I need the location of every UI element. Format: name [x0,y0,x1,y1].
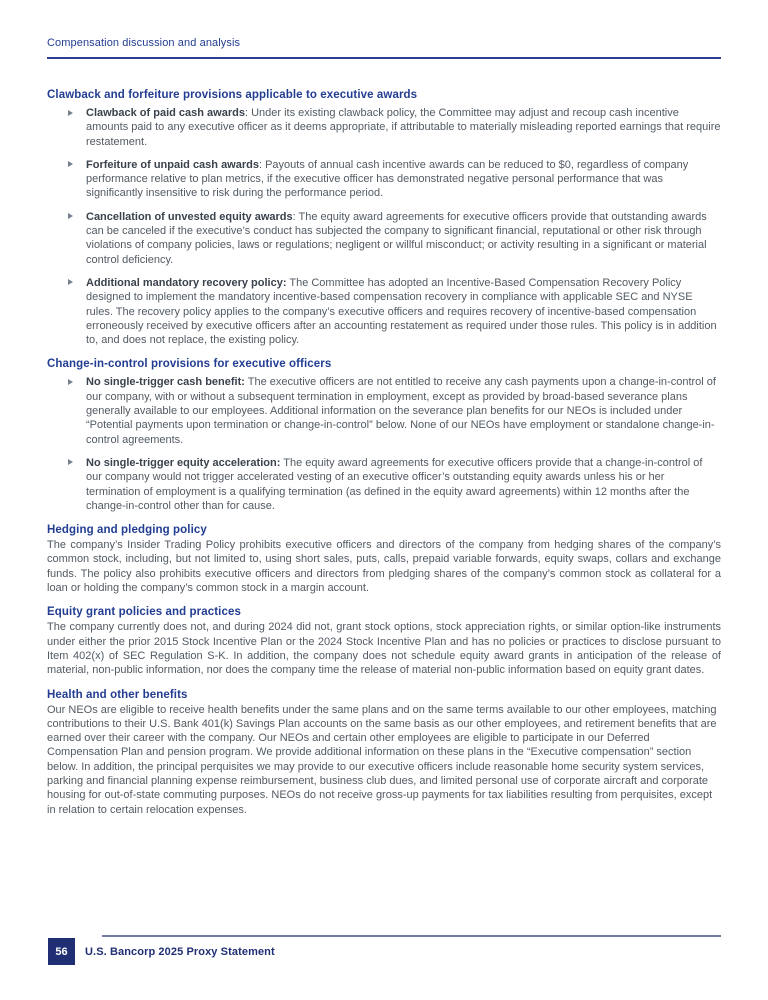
triangle-bullet-icon [68,110,73,116]
footer-rule [102,935,721,937]
bullet-text: : Payouts of annual cash incentive awards can be reduced to $0, regardless of company performance relative to plan metrics, if the executive officer has demonstrated negative personal performance that was significantly insensitive to risk during the performance period. [86,158,689,200]
page-content [47,88,721,817]
bullet-text: The executive officers are not entitled to receive any cash payments upon a change-in-control of our company, with or without a subsequent termination in employment, except as provided by broad-based severance plans generally available to our employees. Additional information on the severance plan benefits for our NEOs is included under “Potential payments upon termination or change-in-control” below. None of our NEOs have employment or standalone change-in-control agreements. [86,376,716,446]
triangle-bullet-icon [68,459,73,465]
bullet-label: No single-trigger cash benefit: [86,376,245,389]
running-header-title: Compensation discussion and analysis [47,37,241,49]
header-rule [47,57,721,59]
bullet-label: No single-trigger equity acceleration: [86,456,281,469]
section-heading: Clawback and forfeiture provisions applicable to executive awards [47,89,418,101]
page-footer [0,935,768,1000]
bullet-label: Clawback of paid cash awards [86,107,245,119]
triangle-bullet-icon [68,161,73,167]
bullet-label: Forfeiture of unpaid cash awards [86,158,259,171]
bullet-text: : The equity award agreements for executive officers provide that outstanding awards can be canceled if the executive’s conduct has subjected the company to significant financial, reputational or other risk through violations of company policies, laws or regulations; negligent or willful misconduct; or activity resulting in a significant or material control deficiency. [86,210,707,266]
section-heading: Health and other benefits [47,688,188,701]
bullet-item [47,106,721,149]
section-hedging-pledging [47,523,721,595]
section-heading: Equity grant policies and practices [47,606,241,619]
bullet-item [47,158,721,201]
section-paragraph: The company currently does not, and during 2024 did not, grant stock options, stock appreciation rights, or similar option-like instruments under either the prior 2015 Stock Incentive Plan or the 2024 Stock Incentive Plan and has no policies or practices to disclose pursuant to Item 402(x) of SEC Regulation S-K. In addition, the company does not schedule equity award grants in anticipation of the release of material, non-public information, nor does the company time the release of material non-public information based on equity grant dates. [47,621,721,677]
running-header [0,0,768,50]
bullet-item [47,375,721,446]
triangle-bullet-icon [68,213,73,219]
bullet-list [47,106,721,347]
section-heading: Change-in-control provisions for executive officers [47,358,332,371]
section-paragraph: Our NEOs are eligible to receive health benefits under the same plans and on the same terms available to our other employees, matching contributions to their U.S. Bank 401(k) Savings Plan accounts on the same basis as our other employees, and retirement benefits that are earned over their career with the company. Our NEOs and certain other employees are eligible to participate in our Deferred Compensation Plan and pension program. We provide additional information on these plans in the “Executive compensation” section below. In addition, the principal perquisites we may provide to our executive officers include reasonable home security system services, parking and financial planning expense reimbursement, business club dues, and limited personal use of corporate aircraft and corporate housing for out-of-state commuting purposes. NEOs do not receive gross-up payments for tax liabilities resulting from perquisites, except in relation to certain relocation expenses. [47,703,717,816]
section-paragraph: The company’s Insider Trading Policy prohibits executive officers and directors of the company from hedging shares of the company’s common stock, including, but not limited to, using short sales, puts, calls, prepaid variable forwards, equity swaps, collars and exchange funds. The policy also prohibits executive officers and directors from pledging shares of the company’s common stock as collateral for a loan or holding the company’s common stock in a margin account. [47,539,721,595]
bullet-item [47,456,721,513]
page-number-badge: 56 [48,938,75,965]
section-heading: Hedging and pledging policy [47,524,207,537]
bullet-label: Additional mandatory recovery policy: [86,276,287,289]
bullet-text: The equity award agreements for executive officers provide that a change-in-control of our company would not trigger accelerated vesting of an executive officer’s outstanding equity awards unless his or her termination of employment is a qualifying termination (as defined in the equity award agreements) within 12 months after the change-in-control other than for cause. [86,456,703,512]
section-health-benefits [47,688,721,817]
section-change-in-control [47,357,721,513]
bullet-label: Cancellation of unvested equity awards [86,210,293,223]
bullet-text: The Committee has adopted an Incentive-Based Compensation Recovery Policy designed to implement the mandatory incentive-based compensation recovery in compliance with applicable SEC and NYSE rules. The recovery policy applies to the company’s executive officers and requires recovery of incentive-based compensation erroneously received by executive officers after an accounting restatement as required under those rules. This policy is in addition to, and does not replace, the existing policy. [86,276,717,347]
triangle-bullet-icon [68,279,73,285]
section-equity-grant [47,605,721,677]
footer-title: U.S. Bancorp 2025 Proxy Statement [85,945,275,958]
triangle-bullet-icon [68,379,73,385]
bullet-item [47,276,721,347]
section-clawback-forfeiture [47,88,721,347]
bullet-text: : Under its existing clawback policy, the Committee may adjust and recoup cash incentive amounts paid to any executive officer as it deems appropriate, if attributable to materially misleading reported earnings that require restatement. [86,107,721,148]
bullet-item [47,210,721,267]
bullet-list [47,375,721,513]
